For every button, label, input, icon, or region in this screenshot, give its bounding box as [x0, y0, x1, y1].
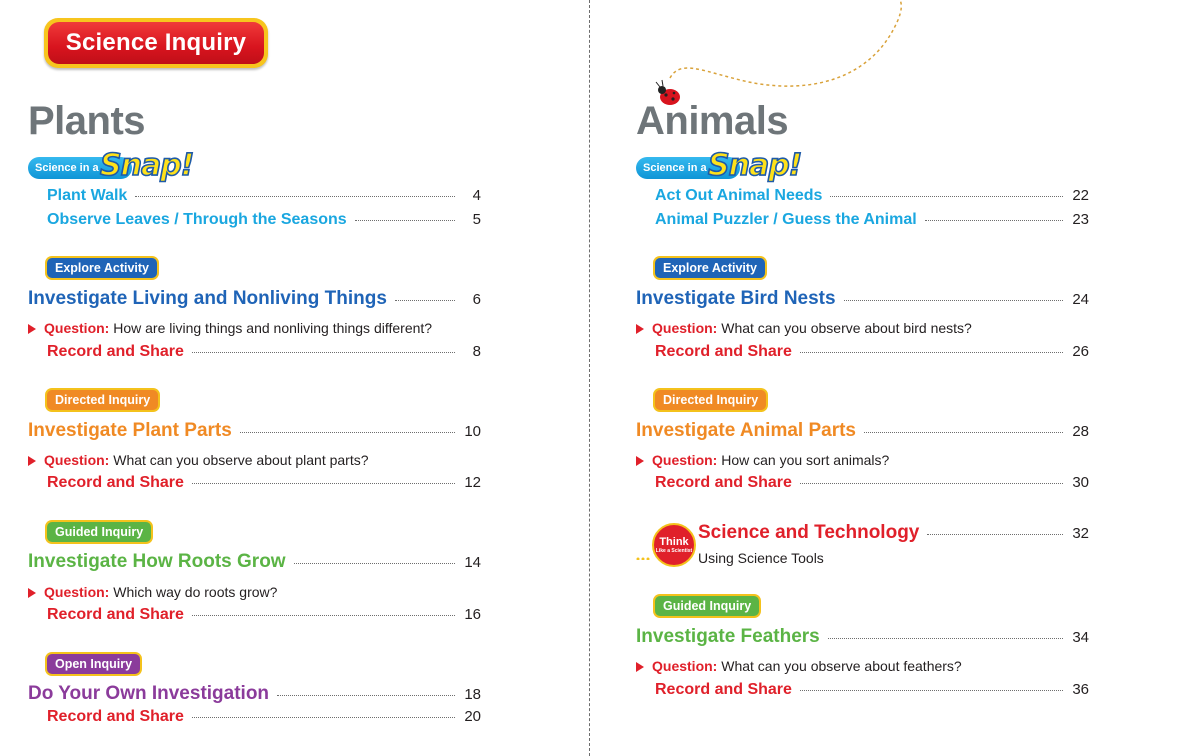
question-text: Which way do roots grow? [113, 584, 278, 600]
directed-inquiry-badge [653, 388, 768, 412]
question-label: Question: [652, 320, 718, 336]
triangle-bullet-icon [636, 662, 644, 672]
page-number: 28 [1072, 423, 1089, 440]
page-divider [589, 0, 590, 756]
leader-dots [925, 220, 1063, 221]
toc-entry[interactable] [47, 187, 481, 211]
toc-entry-label: Record and Share [47, 606, 184, 623]
triangle-bullet-icon [636, 456, 644, 466]
leader-dots [192, 615, 455, 616]
page-number: 23 [1072, 211, 1089, 228]
leader-dots [864, 432, 1063, 433]
leader-dots [800, 352, 1063, 353]
leader-dots [927, 534, 1063, 535]
question-text: What can you observe about plant parts? [113, 452, 369, 468]
directed-inquiry-badge [45, 388, 160, 412]
toc-entry-label: Investigate Animal Parts [636, 420, 856, 441]
page-number: 18 [464, 686, 481, 703]
toc-entry[interactable] [47, 211, 481, 235]
toc-entry-label: Animal Puzzler / Guess the Animal [655, 211, 917, 228]
science-inquiry-banner [44, 18, 268, 68]
toc-entry-label: Record and Share [47, 343, 184, 360]
guided-inquiry-badge [653, 594, 761, 618]
page-number: 36 [1072, 681, 1089, 698]
open-inquiry-badge [45, 652, 142, 676]
toc-entry[interactable] [47, 606, 481, 630]
think-sub: Like a Scientist [655, 548, 693, 554]
sparkle-dots-icon [636, 556, 650, 560]
badge-label: Open Inquiry [47, 654, 140, 674]
think-main: Think [659, 536, 689, 548]
page-number: 32 [1072, 525, 1089, 542]
toc-entry[interactable] [655, 681, 1089, 705]
leader-dots [355, 220, 455, 221]
snap-prefix: Science in a [636, 157, 740, 179]
leader-dots [277, 695, 455, 696]
toc-entry-label: Record and Share [655, 681, 792, 698]
page-number: 30 [1072, 474, 1089, 491]
question-text: What can you observe about bird nests? [721, 320, 972, 336]
badge-label: Directed Inquiry [655, 390, 766, 410]
question-line [28, 584, 277, 600]
think-like-a-scientist-badge [652, 523, 696, 567]
ladybug-icon [640, 0, 910, 115]
science-in-a-snap-badge [636, 148, 816, 186]
page-number: 26 [1072, 343, 1089, 360]
toc-entry-label: Do Your Own Investigation [28, 683, 270, 704]
toc-entry[interactable] [636, 288, 1089, 312]
triangle-bullet-icon [28, 324, 36, 334]
guided-inquiry-badge [45, 520, 153, 544]
question-label: Question: [44, 584, 110, 600]
toc-entry[interactable] [698, 522, 1089, 546]
leader-dots [240, 432, 455, 433]
page-number: 5 [472, 211, 481, 228]
page-number: 8 [472, 343, 481, 360]
toc-entry[interactable] [655, 474, 1089, 498]
question-line [28, 320, 432, 336]
toc-entry[interactable] [47, 343, 481, 367]
leader-dots [192, 352, 455, 353]
leader-dots [192, 483, 455, 484]
leader-dots [192, 717, 455, 718]
science-in-a-snap-badge [28, 148, 208, 186]
question-label: Question: [44, 320, 110, 336]
page-number: 24 [1072, 291, 1089, 308]
page-number: 10 [464, 423, 481, 440]
leader-dots [828, 638, 1063, 639]
snap-word: Snap! [708, 148, 802, 183]
toc-entry[interactable] [28, 683, 481, 707]
question-text: How are living things and nonliving things different? [113, 320, 433, 336]
page-number: 12 [464, 474, 481, 491]
toc-entry-label: Investigate Plant Parts [28, 420, 232, 441]
leader-dots [830, 196, 1063, 197]
question-label: Question: [652, 658, 718, 674]
think-subtitle: Using Science Tools [698, 550, 824, 566]
toc-entry[interactable] [636, 626, 1089, 650]
toc-entry[interactable] [655, 187, 1089, 211]
toc-entry-label: Science and Technology [698, 522, 920, 543]
toc-entry-label: Plant Walk [47, 187, 128, 204]
badge-label: Guided Inquiry [655, 596, 759, 616]
toc-entry-label: Record and Share [655, 343, 792, 360]
page-number: 14 [464, 554, 481, 571]
toc-entry[interactable] [636, 420, 1089, 444]
snap-prefix: Science in a [28, 157, 132, 179]
page-number: 16 [464, 606, 481, 623]
toc-entry-label: Investigate Bird Nests [636, 288, 836, 309]
toc-entry[interactable] [655, 211, 1089, 235]
toc-entry-label: Record and Share [655, 474, 792, 491]
question-line [636, 452, 889, 468]
question-line [28, 452, 369, 468]
question-label: Question: [44, 452, 110, 468]
toc-entry[interactable] [28, 288, 481, 312]
toc-entry[interactable] [47, 708, 481, 732]
triangle-bullet-icon [636, 324, 644, 334]
question-line [636, 658, 962, 674]
badge-label: Directed Inquiry [47, 390, 158, 410]
leader-dots [844, 300, 1063, 301]
leader-dots [294, 563, 455, 564]
plants-title: Plants [28, 99, 146, 143]
banner-title: Science Inquiry [48, 22, 264, 64]
toc-entry-label: Observe Leaves / Through the Seasons [47, 211, 347, 228]
toc-entry-label: Act Out Animal Needs [655, 187, 823, 204]
toc-entry-label: Investigate How Roots Grow [28, 551, 286, 572]
toc-entry[interactable] [28, 420, 481, 444]
leader-dots [800, 483, 1063, 484]
explore-activity-badge [45, 256, 159, 280]
page-number: 22 [1072, 187, 1089, 204]
toc-entry[interactable] [28, 551, 481, 575]
explore-activity-badge [653, 256, 767, 280]
triangle-bullet-icon [28, 456, 36, 466]
question-line [636, 320, 972, 336]
toc-entry-label: Record and Share [47, 474, 184, 491]
question-text: How can you sort animals? [721, 452, 890, 468]
badge-label: Guided Inquiry [47, 522, 151, 542]
toc-entry-label: Investigate Living and Nonliving Things [28, 288, 387, 309]
badge-label: Explore Activity [47, 258, 157, 278]
page-number: 20 [464, 708, 481, 725]
question-label: Question: [652, 452, 718, 468]
question-text: What can you observe about feathers? [721, 658, 962, 674]
toc-entry[interactable] [47, 474, 481, 498]
page-number: 34 [1072, 629, 1089, 646]
leader-dots [135, 196, 455, 197]
toc-entry-label: Record and Share [47, 708, 184, 725]
page-number: 4 [472, 187, 481, 204]
toc-entry[interactable] [655, 343, 1089, 367]
snap-word: Snap! [100, 148, 194, 183]
page-number: 6 [472, 291, 481, 308]
toc-entry-label: Investigate Feathers [636, 626, 820, 647]
triangle-bullet-icon [28, 588, 36, 598]
badge-label: Explore Activity [655, 258, 765, 278]
leader-dots [800, 690, 1063, 691]
animals-title: Animals [636, 99, 789, 143]
leader-dots [395, 300, 455, 301]
